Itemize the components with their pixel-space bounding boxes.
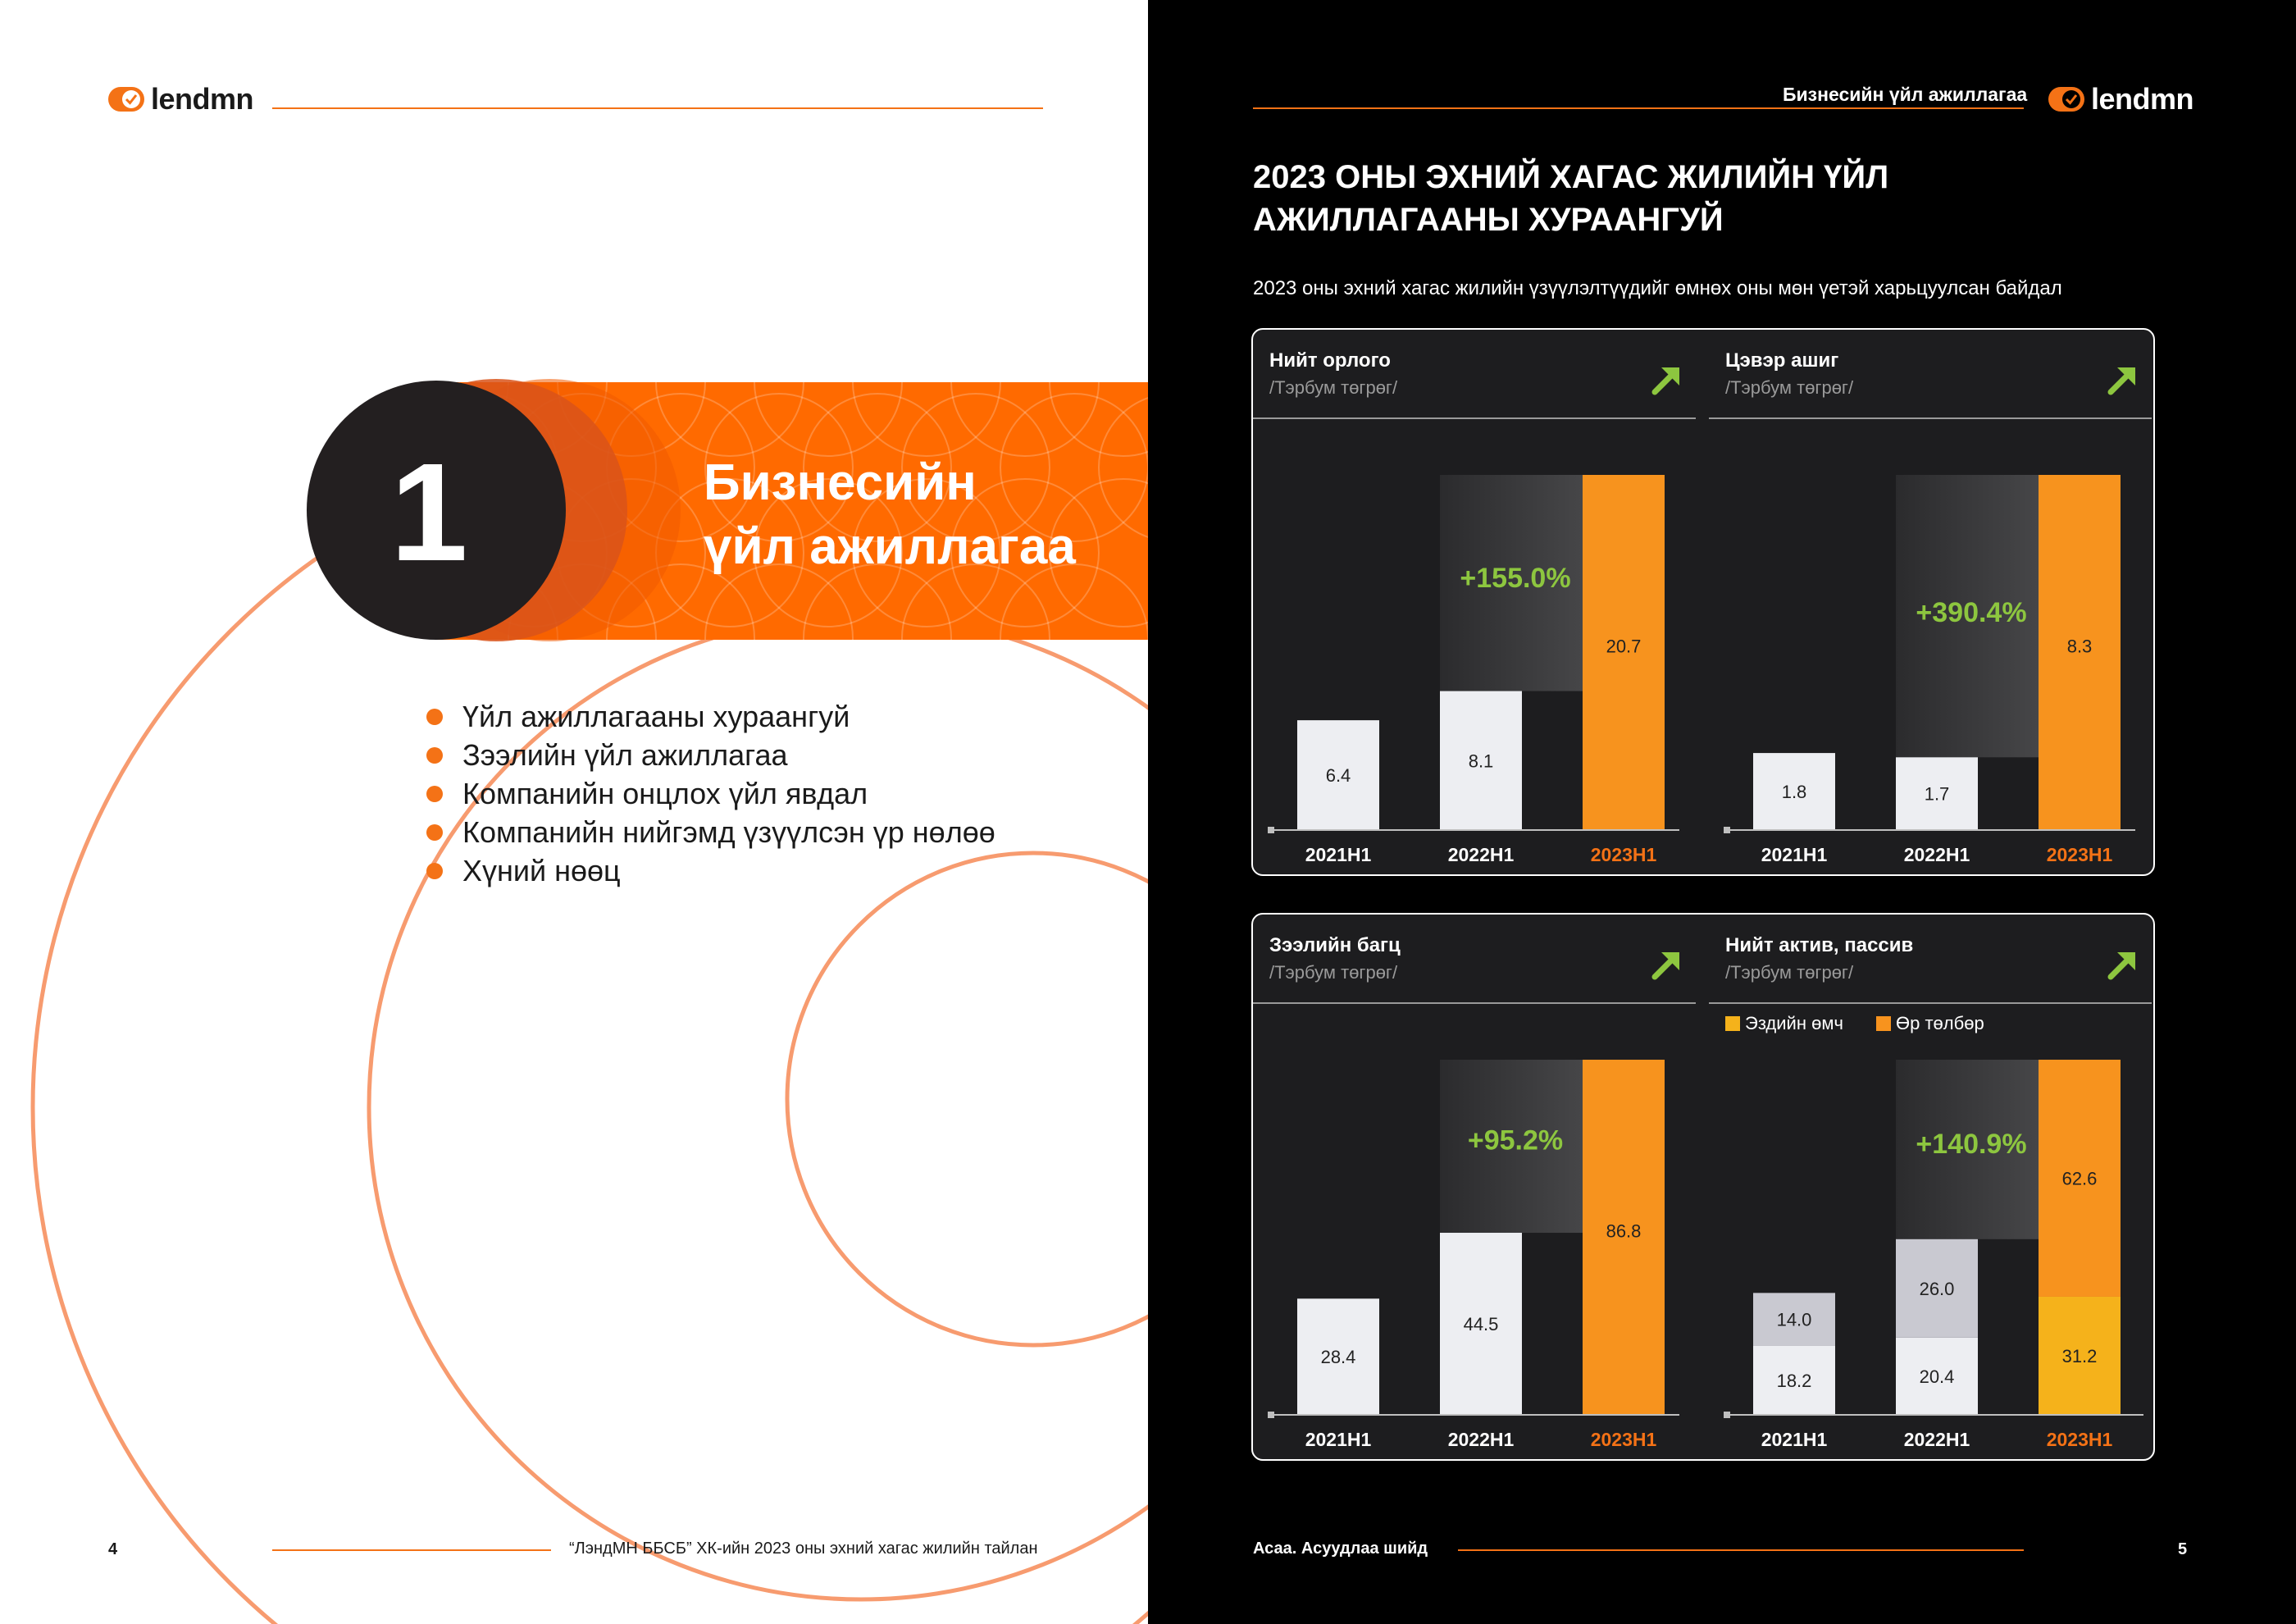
footer-slogan: Асаа. Асуудлаа шийд — [1253, 1540, 1428, 1558]
list-item[interactable] — [426, 813, 995, 851]
data-label: 14.0 — [1776, 1309, 1812, 1330]
data-label: 44.5 — [1463, 1314, 1499, 1335]
section-number: 1 — [390, 435, 468, 591]
growth-label: +390.4% — [1916, 597, 2027, 629]
chart-title: Зээлийн багц — [1269, 934, 1401, 956]
chart-svg — [1253, 330, 1696, 871]
chart-svg — [1709, 330, 2152, 871]
axis-start-marker — [1268, 827, 1274, 833]
axis-start-marker — [1724, 1412, 1730, 1418]
x-tick-label: 2022H1 — [1447, 844, 1515, 865]
footer-rule-left — [272, 1549, 551, 1551]
list-item[interactable] — [426, 774, 995, 813]
data-label: 28.4 — [1320, 1347, 1356, 1368]
chart-title: Цэвэр ашиг — [1725, 349, 1839, 372]
footer-rule-right — [1458, 1549, 2024, 1551]
list-item[interactable] — [426, 851, 995, 890]
logo-check-icon — [108, 85, 144, 113]
x-tick-label: 2023H1 — [1590, 844, 1657, 865]
logo-text: lendmn — [151, 82, 254, 116]
legend-swatch-liabilities — [1876, 1016, 1891, 1031]
list-item-label: Үйл ажиллагааны хураангуй — [462, 699, 850, 733]
chart-1 — [1253, 330, 1696, 871]
logo-check-icon — [2048, 85, 2084, 113]
chart-unit: /Тэрбум төгрөг/ — [1725, 962, 1854, 983]
list-item-label: Зээлийн үйл ажиллагаа — [462, 737, 788, 772]
header-rule — [272, 107, 1043, 109]
data-label: 86.8 — [1606, 1220, 1642, 1242]
data-label: 20.7 — [1606, 636, 1642, 657]
data-label: 6.4 — [1325, 765, 1351, 787]
data-label: 1.8 — [1781, 782, 1807, 803]
section-title-line2: үйл ажиллагаа — [704, 518, 1076, 575]
section-title — [704, 451, 1076, 579]
x-tick-label: 2021H1 — [1305, 844, 1372, 865]
bullet-dot-icon — [426, 786, 443, 802]
arrow-up-right-icon — [1655, 952, 1679, 977]
bullet-dot-icon — [426, 709, 443, 725]
growth-label: +95.2% — [1467, 1124, 1564, 1156]
chart-4 — [1709, 915, 2152, 1456]
data-label: 62.6 — [2061, 1168, 2098, 1189]
page-number-left: 4 — [108, 1540, 118, 1558]
chart-3 — [1253, 915, 1696, 1456]
arrow-up-right-icon — [2111, 367, 2135, 392]
chart-svg — [1709, 915, 2152, 1456]
bullet-dot-icon — [426, 863, 443, 879]
logo-right — [2048, 82, 2194, 116]
list-item[interactable] — [426, 736, 995, 774]
axis-start-marker — [1268, 1412, 1274, 1418]
chart-unit: /Тэрбум төгрөг/ — [1269, 962, 1398, 983]
x-tick-label: 2021H1 — [1305, 1429, 1372, 1450]
page-title-line2: АЖИЛЛАГААНЫ ХУРААНГУЙ — [1253, 202, 1724, 238]
header-section-label: Бизнесийн үйл ажиллагаа — [1783, 84, 2028, 105]
legend-swatch-equity — [1725, 1016, 1740, 1031]
legend-label-equity: Эздийн өмч — [1745, 1013, 1843, 1033]
data-label: 8.3 — [2066, 636, 2093, 657]
chart-title: Нийт орлого — [1269, 349, 1391, 372]
chart-legend — [1725, 1013, 1984, 1033]
x-tick-label: 2023H1 — [1590, 1429, 1657, 1450]
page-number-right: 5 — [2178, 1540, 2188, 1558]
x-tick-label: 2022H1 — [1447, 1429, 1515, 1450]
page-title — [1253, 156, 1888, 241]
list-item[interactable] — [426, 697, 995, 736]
section-contents-list — [426, 697, 995, 890]
list-item-label: Компанийн нийгэмд үзүүлсэн үр нөлөө — [462, 814, 995, 849]
bullet-dot-icon — [426, 747, 443, 764]
section-title-line1: Бизнесийн — [704, 454, 977, 511]
data-label: 18.2 — [1776, 1370, 1812, 1391]
header-rule-right — [1253, 107, 2024, 109]
arrow-up-right-icon — [2111, 952, 2135, 977]
list-item-label: Компанийн онцлох үйл явдал — [462, 776, 868, 810]
chart-unit: /Тэрбум төгрөг/ — [1725, 377, 1854, 398]
x-tick-label: 2022H1 — [1903, 1429, 1970, 1450]
data-label: 26.0 — [1919, 1278, 1955, 1299]
growth-label: +140.9% — [1916, 1128, 2027, 1160]
data-label: 31.2 — [2061, 1345, 2098, 1366]
page-title-line1: 2023 ОНЫ ЭХНИЙ ХАГАС ЖИЛИЙН ҮЙЛ — [1253, 159, 1889, 195]
list-item-label: Хүний нөөц — [462, 853, 621, 887]
footer-report-title: “ЛэндМН ББСБ” ХК-ийн 2023 оны эхний хагас жилийн тайлан — [569, 1540, 1038, 1558]
x-tick-label: 2021H1 — [1761, 1429, 1828, 1450]
x-tick-label: 2022H1 — [1903, 844, 1970, 865]
x-tick-label: 2023H1 — [2046, 1429, 2113, 1450]
legend-label-liabilities: Өр төлбөр — [1896, 1013, 1984, 1033]
section-number-circle — [303, 377, 697, 648]
logo-text: lendmn — [2091, 82, 2194, 116]
right-page — [1148, 0, 2296, 1624]
chart-svg — [1253, 915, 1696, 1456]
chart-2 — [1709, 330, 2152, 871]
chart-title: Нийт актив, пассив — [1725, 934, 1914, 956]
x-tick-label: 2021H1 — [1761, 844, 1828, 865]
logo — [108, 82, 253, 116]
growth-label: +155.0% — [1460, 563, 1571, 595]
axis-start-marker — [1724, 827, 1730, 833]
arrow-up-right-icon — [1655, 367, 1679, 392]
data-label: 8.1 — [1468, 750, 1494, 772]
data-label: 1.7 — [1924, 783, 1950, 805]
data-label: 20.4 — [1919, 1366, 1955, 1387]
x-tick-label: 2023H1 — [2046, 844, 2113, 865]
bullet-dot-icon — [426, 824, 443, 841]
chart-unit: /Тэрбум төгрөг/ — [1269, 377, 1398, 398]
page-subtitle: 2023 оны эхний хагас жилийн үзүүлэлтүүдийг өмнөх оны мөн үетэй харьцуулсан байдал — [1253, 277, 2062, 299]
